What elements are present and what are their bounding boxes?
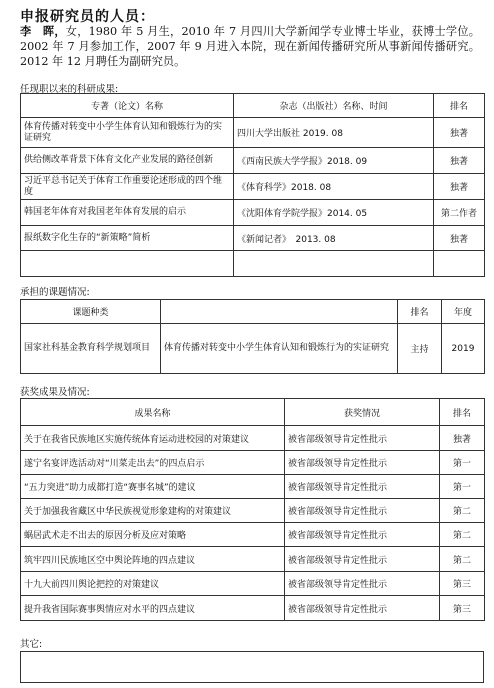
project-rank: 主持 [398, 324, 442, 374]
award-status: 被省部级领导肯定性批示 [285, 475, 440, 499]
award-name: “五力突进”助力成都打造“赛事名城”的建议 [21, 475, 285, 499]
research-section-label: 任现职以来的科研成果: [20, 84, 119, 95]
awards-row [21, 475, 485, 499]
awards-row [21, 499, 485, 523]
applicant-intro [20, 24, 480, 69]
research-source: 《西南民族大学学报》2018. 09 [234, 148, 434, 174]
projects-table [20, 299, 485, 374]
research-rank: 独著 [434, 118, 485, 148]
awards-row [21, 547, 485, 572]
awards-row [21, 451, 485, 475]
award-status: 被省部级领导肯定性批示 [285, 572, 440, 596]
award-status: 被省部级领导肯定性批示 [285, 451, 440, 475]
award-name: 遂宁名宴评选活动对“川菜走出去”的四点启示 [21, 451, 285, 475]
research-row [21, 148, 485, 174]
applicant-name: 李 晖， [20, 25, 66, 38]
research-source: 《沈阳体育学院学报》2014. 05 [234, 200, 434, 226]
awards-section-label: 获奖成果及情况: [20, 387, 90, 398]
research-title: 习近平总书记关于体育工作重要论述形成的四个维度 [21, 174, 234, 200]
awards-table [20, 398, 485, 621]
research-title: 韩国老年体育对我国老年体育发展的启示 [21, 200, 234, 226]
research-row-empty [21, 251, 485, 277]
other-row [21, 652, 484, 683]
project-year: 2019 [442, 324, 485, 374]
award-status: 被省部级领导肯定性批示 [285, 499, 440, 523]
awards-header-name: 成果名称 [21, 399, 285, 426]
award-rank: 第二 [440, 523, 485, 547]
awards-row [21, 572, 485, 596]
award-name: 十九大前四川舆论把控的对策建议 [21, 572, 285, 596]
award-name: 关于加强我省藏区中华民族视觉形象建构的对策建议 [21, 499, 285, 523]
research-title: 报纸数字化生存的“新策略”简析 [21, 226, 234, 251]
award-status: 被省部级领导肯定性批示 [285, 596, 440, 621]
awards-header-rank: 排名 [440, 399, 485, 426]
projects-header-rank: 排名 [398, 300, 442, 324]
research-source: 《新闻记者》 2013. 08 [234, 226, 434, 251]
research-table [20, 93, 485, 277]
research-row [21, 174, 485, 200]
research-title [21, 251, 234, 277]
awards-row [21, 426, 485, 451]
research-row [21, 200, 485, 226]
award-rank: 独著 [440, 426, 485, 451]
research-source: 《体育科学》2018. 08 [234, 174, 434, 200]
award-status: 被省部级领导肯定性批示 [285, 547, 440, 572]
page-title: 申报研究员的人员： [20, 9, 155, 25]
award-rank: 第三 [440, 572, 485, 596]
award-status: 被省部级领导肯定性批示 [285, 523, 440, 547]
award-name: 筑牢四川民族地区空中舆论阵地的四点建议 [21, 547, 285, 572]
research-rank: 独著 [434, 148, 485, 174]
projects-header-row [21, 300, 485, 324]
awards-row [21, 596, 485, 621]
other-content [21, 652, 484, 683]
research-rank: 第二作者 [434, 200, 485, 226]
projects-header-name [161, 300, 398, 324]
research-source: 四川大学出版社 2019. 08 [234, 118, 434, 148]
research-header-source: 杂志（出版社）名称、时间 [234, 94, 434, 118]
award-name: 蜗居武术走不出去的原因分析及应对策略 [21, 523, 285, 547]
award-rank: 第二 [440, 547, 485, 572]
other-box [20, 651, 484, 683]
research-header-row [21, 94, 485, 118]
research-rank: 独著 [434, 174, 485, 200]
other-section-label: 其它: [20, 639, 43, 650]
research-title: 供给侧改革背景下体育文化产业发展的路径创新 [21, 148, 234, 174]
award-rank: 第一 [440, 451, 485, 475]
research-header-title: 专著（论文）名称 [21, 94, 234, 118]
research-title: 体育传播对转变中小学生体育认知和锻炼行为的实证研究 [21, 118, 234, 148]
awards-row [21, 523, 485, 547]
projects-row [21, 324, 485, 374]
research-row [21, 226, 485, 251]
project-name: 体育传播对转变中小学生体育认知和锻炼行为的实证研究 [161, 324, 398, 374]
research-source [234, 251, 434, 277]
projects-section-label: 承担的课题情况: [20, 287, 90, 298]
award-rank: 第三 [440, 596, 485, 621]
award-status: 被省部级领导肯定性批示 [285, 426, 440, 451]
project-type: 国家社科基金教育科学规划项目 [21, 324, 161, 374]
awards-header-status: 获奖情况 [285, 399, 440, 426]
research-header-rank: 排名 [434, 94, 485, 118]
research-rank [434, 251, 485, 277]
research-row [21, 118, 485, 148]
applicant-bio: 女，1980 年 5 月生，2010 年 7 月四川大学新闻学专业博士毕业，获博士学位。2002 年 7 月参加工作，2007 年 9 月进入本院，现在新闻传播研究所从事新闻传播研究。2012 年 12 月聘任为副研究员。 [20, 25, 480, 68]
award-rank: 第二 [440, 499, 485, 523]
award-rank: 第一 [440, 475, 485, 499]
research-rank: 独著 [434, 226, 485, 251]
projects-header-year: 年度 [442, 300, 485, 324]
projects-header-type: 课题种类 [21, 300, 161, 324]
award-name: 提升我省国际赛事舆情应对水平的四点建议 [21, 596, 285, 621]
award-name: 关于在我省民族地区实施传统体育运动进校园的对策建议 [21, 426, 285, 451]
awards-header-row [21, 399, 485, 426]
